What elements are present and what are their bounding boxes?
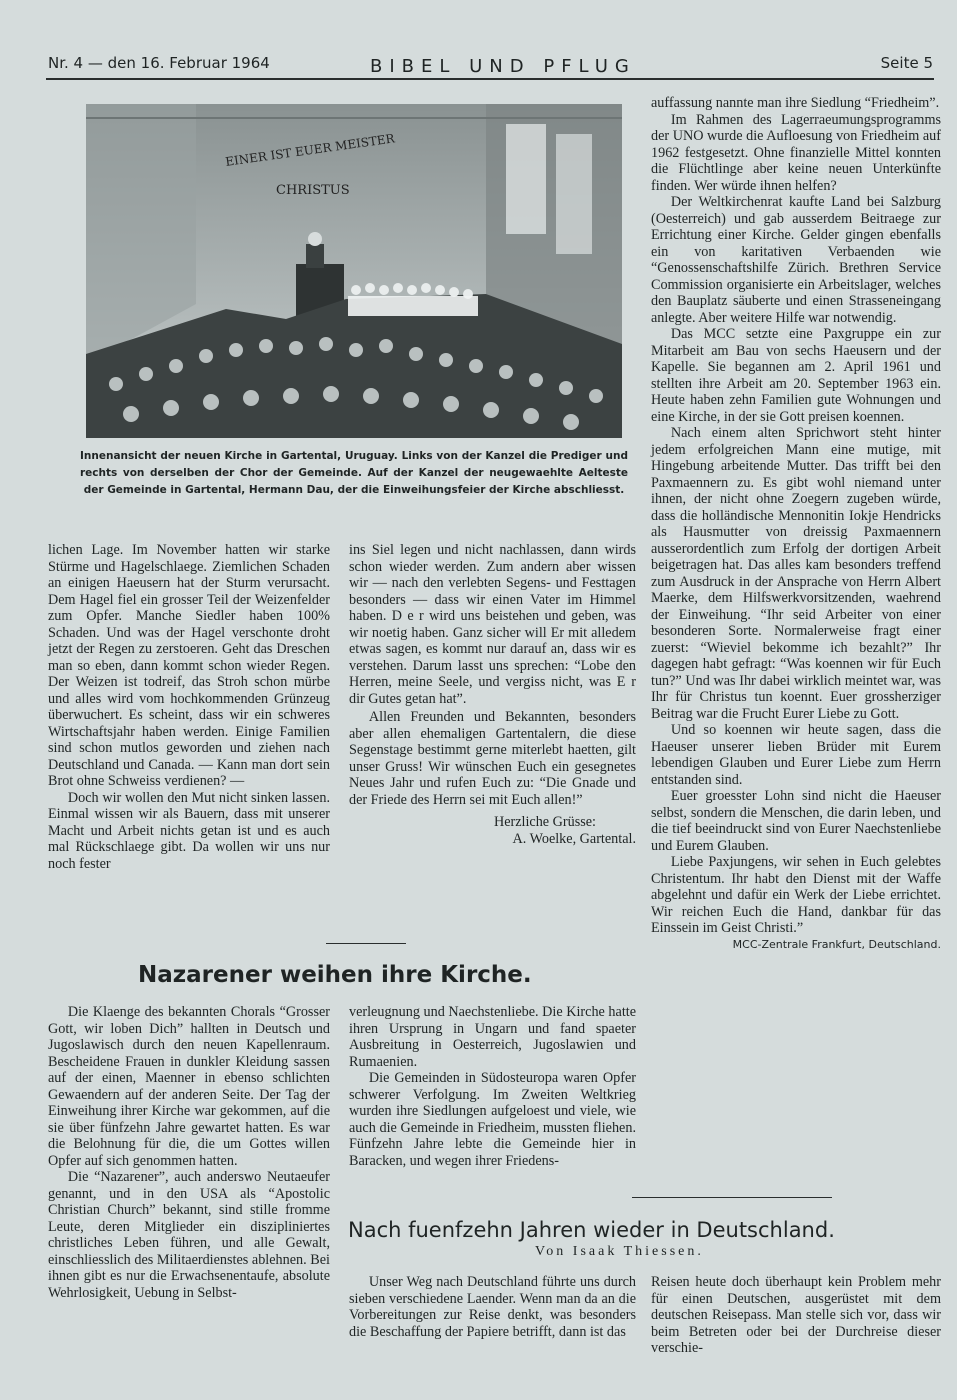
article2-paragraph: Die “Nazarener”, auch anderswo Neutaeufer genannt, und in den USA als “Apostolic Christian Church” bekannt, sind stille fromme Leute, deren Mitglieder ein diszipliniertes christliches Leben führen, und alle Gewalt, einschliesslich des Militaerdienstes ablehnen. Bei ihnen gibt es nur die Erwachsenentaufe, absolute Wehrlosigkeit, Uebung in Selbst- (48, 1169, 330, 1301)
column3-paragraph: Liebe Paxjungens, wir sehen in Euch gelebtes Christentum. Ihr habt den Dienst mit der Waffe abgelehnt und dafür ein Werk der Liebe errichtet. Wir reichen Euch die Hand, dankbar für das Einssein im Geist Christi.” (651, 854, 941, 936)
article2-column3 (651, 95, 941, 953)
article1-column2 (349, 542, 636, 847)
issue-date: Nr. 4 — den 16. Februar 1964 (48, 54, 270, 72)
article1-column1 (48, 542, 330, 872)
article1-author: A. Woelke, Gartental. (512, 830, 636, 847)
column3-signature: MCC-Zentrale Frankfurt, Deutschland. (732, 937, 941, 951)
article2-paragraph: Die Klaenge des bekannten Chorals “Grosser Gott, wir loben Dich” hallten in Deutsch und Jugoslawisch durch den neuen Kapellenraum. Bescheidene Frauen in dunkler Kleidung sassen auf der einen, Maenner in ebenso schlichten Gewaendern auf der anderen Seite. Der Tag der Einweihung ihrer Kirche war gekommen, auf die sie über fünfzehn Jahre gewartet hatten. Es war die Belohnung für die, die um Gottes willen Opfer auf sich genommen hatten. (48, 1004, 330, 1169)
article2-paragraph: verleugnung und Naechstenliebe. Die Kirche hatte ihren Ursprung in Ungarn und fand spaeter Ausbreitung in Oesterreich, Jugoslawien und Rumaenien. (349, 1004, 636, 1070)
article1-paragraph: ins Siel legen und nicht nachlassen, dann wirds schon wieder werden. Zum andern aber wissen wir — nach den verlebten Segens- und Festtagen besonders — dass wir einen Vater im Himmel haben. D e r wird uns beistehen und geben, was wir noetig haben. Ganz sicher will Er mit alledem etwas sagen, es kommt nur darauf an, dass wir es verstehen. Darum lasst uns sprechen: “Lobe den Herren, meine Seele, und vergiss nicht, was E r dir Gutes getan hat”. (349, 542, 636, 707)
column3-paragraph: Im Rahmen des Lagerraeumungsprogramms der UNO wurde die Aufloesung von Friedheim auf 1962 festgesetzt. Ohne finanzielle Mittel konnten die Flüchtlinge aber keine neuen Unterkünfte finden. Wer würde ihnen helfen? (651, 111, 941, 194)
photo-caption: Innenansicht der neuen Kirche in Gartental, Uruguay. Links von der Kanzel die Prediger und rechts von derselben der Chor der Gemeinde. Auf der Kanzel der neugewaehlte Aelteste der Gemeinde in Gartental, Hermann Dau, der die Einweihungsfeier der Kirche abschliesst. (80, 450, 628, 496)
article3-column3 (651, 1274, 941, 1357)
article3-paragraph: Unser Weg nach Deutschland führte uns durch sieben verschiedene Laender. Wenn man da an die Vorbereitungen zur Reise denkt, was besonders die Beschaffung der Papiere betrifft, dann ist das (349, 1274, 636, 1340)
article3-column2 (349, 1274, 636, 1340)
newspaper-title: BIBEL UND PFLUG (370, 56, 636, 77)
column3-paragraph: auffassung nannte man ihre Siedlung “Friedheim”. (651, 95, 940, 111)
article1-paragraph: Allen Freunden und Bekannten, besonders aber allen ehemaligen Gartentalern, die diese Segenstage bestimmt gerne miterlebt haetten, gilt unser Gruss! Wir wünschen Euch ein gesegnetes Neues Jahr und rufen Euch zu: “Die Gnade und der Friede des Herrn sei mit Euch allen!” (349, 709, 636, 808)
article2-headline: Nazarener weihen ihre Kirche. (138, 962, 532, 988)
article1-paragraph: lichen Lage. Im November hatten wir starke Stürme und Hagelschlaege. Ziemlichen Schaden an einigen Haeusern hat der Sturm verursacht. Dem Hagel fiel ein grosser Teil der Weizenfelder zum Opfer. Manche Siedler haben 100% Schaden. Und was der Hagel verschonte droht jetzt der Regen zu zerstoeren. Geht das Dreschen man so eben, dann kommt schon wieder Regen. Der Weizen ist todreif, das Stroh schon mürbe und alles wird vom hochkommenden Grünzeug überwuchert. Es scheint, dass wir ein schweres Wirtschaftsjahr haben werden. Einige Familien sind schon mutlos geworden und ziehen nach Deutschland und Canada. — Kann man dort sein Brot ohne Schweiss verdienen? — (48, 542, 330, 789)
article2-paragraph: Die Gemeinden in Südosteuropa waren Opfer schwerer Verfolgung. Im Zweiten Weltkrieg wurden ihre Siedlungen aufgeloest und viele, wie auch die Gemeinde in Friedheim, mussten fliehen. Fünfzehn Jahre lebte die Gemeinde hier in Baracken, und wegen ihrer Friedens- (349, 1070, 636, 1169)
page-number: Seite 5 (880, 54, 933, 72)
separator (326, 943, 406, 944)
banner-text-2: CHRISTUS (276, 183, 350, 198)
page-header (0, 50, 957, 80)
church-interior-photo (86, 104, 622, 438)
article3-headline: Nach fuenfzehn Jahren wieder in Deutschland. (348, 1218, 835, 1242)
article3-byline: Von Isaak Thiessen. (535, 1244, 704, 1259)
article2-column1 (48, 1004, 330, 1301)
header-rule (46, 78, 934, 80)
church-photo-illustration (86, 104, 622, 438)
column3-paragraph: Der Weltkirchenrat kaufte Land bei Salzburg (Oesterreich) und gab ausserdem Beitraege zur Errichtung einer Kirche. Gelder gingen ebenfalls ein von karitativen Verbaenden wie “Genossenschaftshilfe Zürich. Brethren Service Commission organisierte ein Arbeitslager, welches den Bauplatz säuberte und einen Strasseneingang anlegte. Aber weitere Hilfe war notwendig. (651, 194, 941, 326)
column3-paragraph: Und so koennen wir heute sagen, dass die Haeuser unserer lieben Brüder mit Eurem lebendigen Glauben und Eurer Liebe zum Herrn entstanden sind. (651, 722, 941, 788)
column3-paragraph: Nach einem alten Sprichwort steht hinter jedem erfolgreichen Mann eine mutige, mit Hingebung arbeitende Mutter. Das trifft bei den Paxmaennern zu. Es gibt wohl niemand unter ihnen, der nicht ohne Zoegern zugeben würde, dass die holländische Mennonitin Iokje Hendricks als Hausmutter von dreissig Paxmaennern ausserordentlich zum Erfolg der dortigen Arbeit beigetragen hat. Das alles kam besonders treffend zum Ausdruck in der Ansprache von Herrn Albert Maerke, dem Hilfswerkvorsitzenden, waehrend der Einweihung. “Ihr seid Arbeiter von einer besonderen Sorte. Normalerweise fragt einer zuerst: “Wieviel bekomme ich bezahlt?” Ihr dagegen habt gefragt: “Was koennen wir für Euch tun?” Und was Ihr dabei wirklich meintet war, was Ihr für Christus tun koennt. Euer grossherziger Beitrag war die Frucht Eurer Liebe zu Gott. (651, 425, 941, 722)
article1-paragraph: Doch wir wollen den Mut nicht sinken lassen. Einmal wissen wir als Bauern, dass mit unserer Macht und Arbeit nichts getan ist und es auch mal Rückschlaege gibt. Da wollen wir uns nur noch fester (48, 789, 330, 872)
column3-paragraph: Euer groesster Lohn sind nicht die Haeuser selbst, sondern die Menschen, die darin leben, und die tief beeindruckt sind von Eurer Naechstenliebe und Eurem Glauben. (651, 788, 941, 854)
separator (632, 1197, 832, 1198)
banner-text-1: EINER IST EUER MEISTER (224, 131, 396, 169)
column3-paragraph: Das MCC setzte eine Paxgruppe ein zur Mitarbeit am Bau von sechs Haeusern und der Kapelle. Sie begannen am 2. April 1961 und stellten ihre Arbeit am 20. September 1963 ein. Heute haben zehn Familien gute Wohnungen und eine Kirche, in der sie Gott preisen koennen. (651, 326, 941, 425)
article1-greeting: Herzliche Grüsse: (493, 814, 596, 830)
article2-column2 (349, 1004, 636, 1169)
article3-paragraph: Reisen heute doch überhaupt kein Problem mehr für einen Deutschen, ausgerüstet mit dem deutschen Reisepass. Man stelle sich vor, dass wir beim Betreten oder bei der Durchreise dieser verschie- (651, 1274, 941, 1356)
